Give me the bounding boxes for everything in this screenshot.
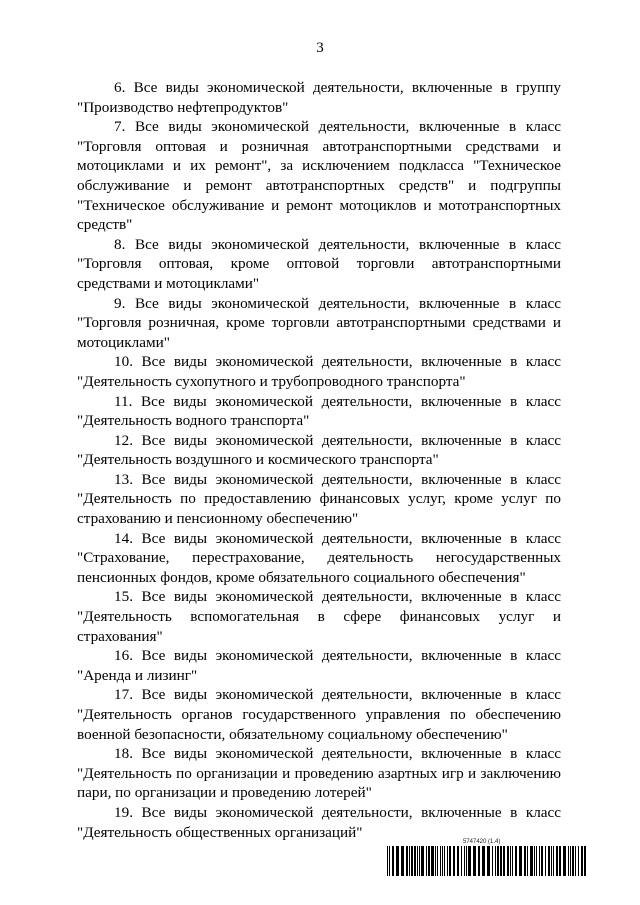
list-item: 7. Все виды экономической деятельности, включенные в класс "Торговля оптовая и розничная автотранспортными средствами и мотоциклами и их ремонт", за исключением подкласса "Техническое обслуживание и ремонт автотранспортных средств" и подгруппы "Техническое обслуживание и ремонт мотоциклов и мототранспортных средств" bbox=[77, 118, 561, 234]
list-item: 9. Все виды экономической деятельности, включенные в класс "Торговля розничная, кроме торговли автотранспортными средствами и мотоциклами" bbox=[77, 294, 561, 351]
list-item: 18. Все виды экономической деятельности, включенные в класс "Деятельность по организации и проведению азартных игр и заключению пари, по организации и проведению лотерей" bbox=[77, 745, 561, 802]
barcode-caption: 5747420 (1.4) bbox=[463, 839, 501, 845]
list-item: 8. Все виды экономической деятельности, включенные в класс "Торговля оптовая, кроме оптовой торговли автотранспортными средствами и мотоциклами" bbox=[77, 235, 561, 292]
list-item: 15. Все виды экономической деятельности, включенные в класс "Деятельность вспомогательная в сфере финансовых услуг и страхования" bbox=[77, 588, 561, 645]
barcode-icon bbox=[387, 846, 589, 876]
page-number: 3 bbox=[316, 40, 324, 56]
list-item: 17. Все виды экономической деятельности, включенные в класс "Деятельность органов государственного управления по обеспечению военной безопасности, обязательному социальному обеспечению" bbox=[77, 686, 561, 743]
document-body bbox=[77, 78, 561, 842]
list-item: 10. Все виды экономической деятельности, включенные в класс "Деятельность сухопутного и трубопроводного транспорта" bbox=[77, 353, 561, 390]
list-item: 13. Все виды экономической деятельности, включенные в класс "Деятельность по предоставлению финансовых услуг, кроме услуг по страхованию и пенсионному обеспечению" bbox=[77, 470, 561, 528]
list-item: 11. Все виды экономической деятельности, включенные в класс "Деятельность водного транспорта" bbox=[77, 392, 561, 430]
list-item: 6. Все виды экономической деятельности, включенные в группу "Производство нефтепродуктов" bbox=[77, 79, 561, 116]
list-item: 16. Все виды экономической деятельности, включенные в класс "Аренда и лизинг" bbox=[77, 647, 561, 684]
list-item: 19. Все виды экономической деятельности, включенные в класс "Деятельность общественных организаций" bbox=[77, 803, 561, 841]
list-item: 14. Все виды экономической деятельности, включенные в класс "Страхование, перестрахование, деятельность негосударственных пенсионных фондов, кроме обязательного социального обеспечения" bbox=[77, 529, 561, 586]
list-item: 12. Все виды экономической деятельности, включенные в класс "Деятельность воздушного и космического транспорта" bbox=[77, 431, 561, 469]
document-stamp bbox=[387, 838, 589, 876]
